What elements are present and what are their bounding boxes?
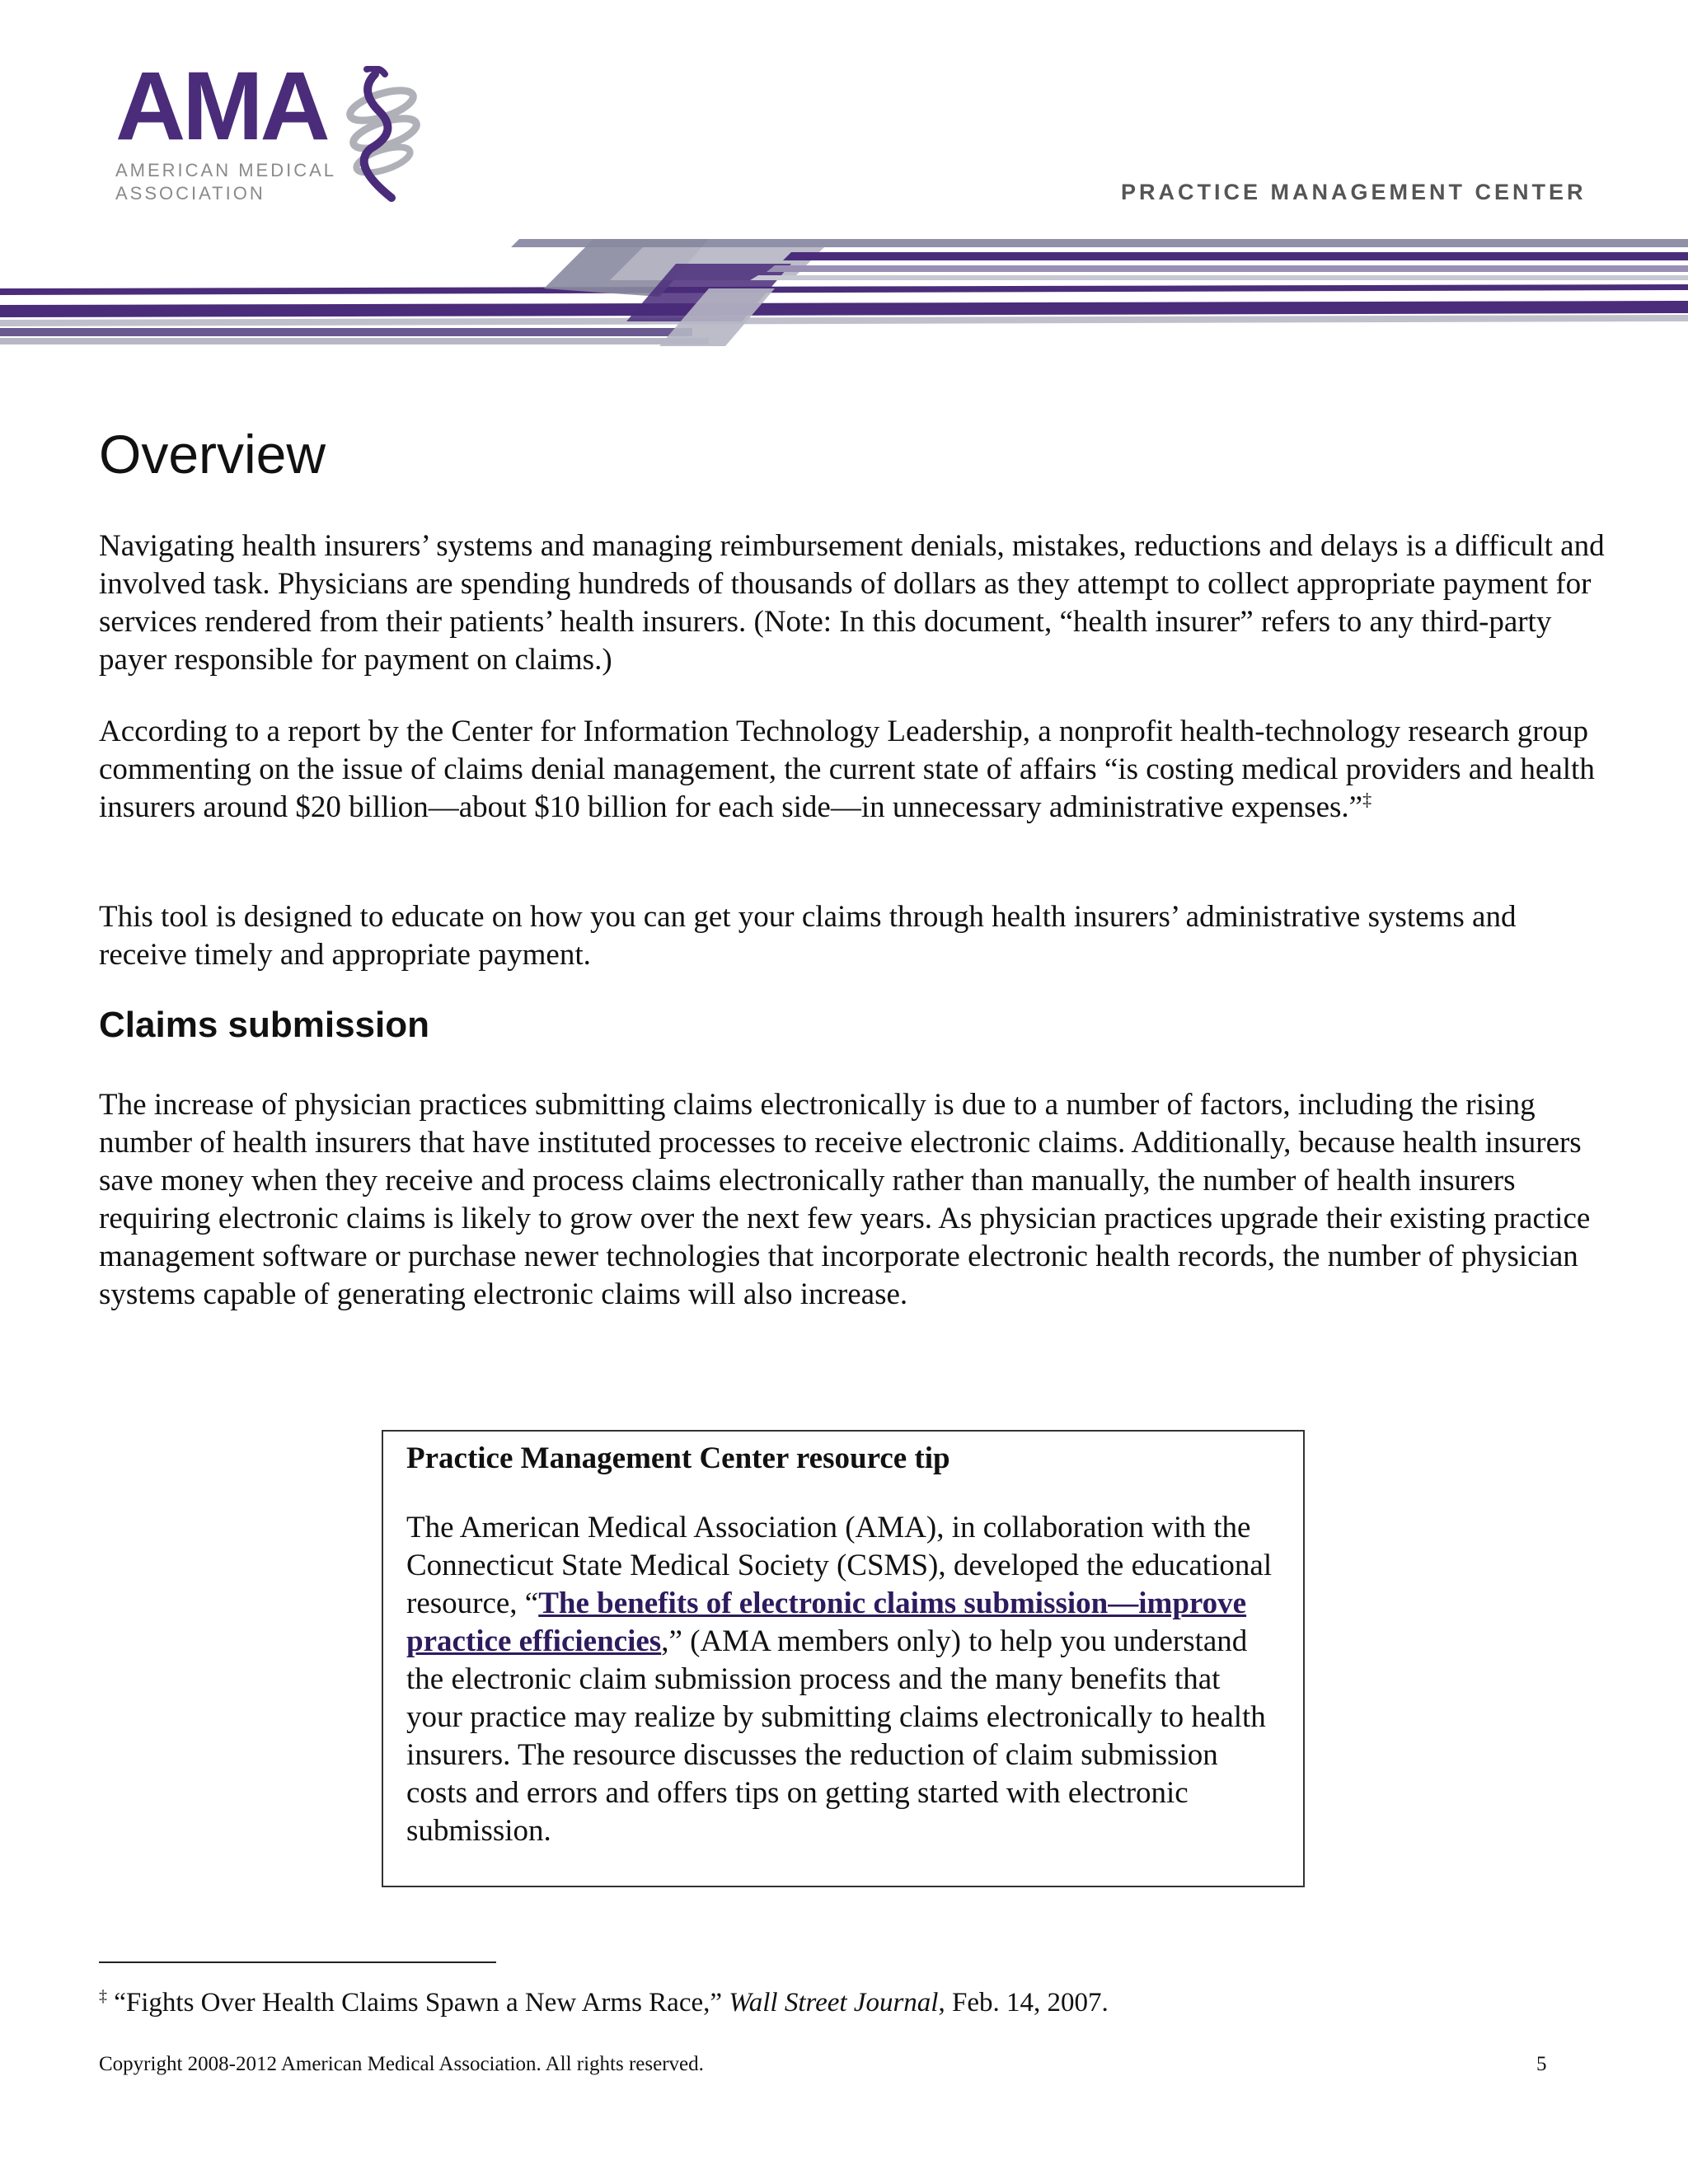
page-header: [0, 0, 1688, 371]
claims-submission-heading: Claims submission: [99, 1005, 430, 1045]
benefits-electronic-claims-link[interactable]: The benefits of electronic claims submission—improve practice efficiencies: [406, 1586, 1247, 1658]
footnote-source: Wall Street Journal: [729, 1988, 939, 2018]
ama-logo-subtitle: [115, 159, 336, 205]
footnote-text-before: “Fights Over Health Claims Spawn a New Arms Race,”: [107, 1988, 729, 2018]
copyright-notice: Copyright 2008-2012 American Medical Association. All rights reserved.: [99, 2053, 704, 2075]
resource-tip-box: [382, 1430, 1305, 1887]
resource-tip-text-after: ,” (AMA members only) to help you understand the electronic claim submission process and the many benefits that your practice may realize by submitting claims electronically to health insurers. The resource discusses the reduction of claim submission costs and errors and offers tips on getting started with electronic submission.: [406, 1624, 1266, 1848]
page-number: 5: [1536, 2053, 1547, 2075]
footnote: [99, 1985, 1109, 2021]
resource-tip-text-before: The American Medical Association (AMA), in collaboration with the Connecticut State Medical Society (CSMS), developed the educational resource, “: [406, 1511, 1273, 1620]
overview-heading: Overview: [99, 424, 326, 485]
caduceus-logo-icon: [342, 66, 424, 206]
logo-sub-line-1: AMERICAN MEDICAL: [115, 160, 337, 180]
header-decorative-bands: [0, 239, 1688, 354]
overview-paragraph-2-text: According to a report by the Center for Information Technology Leadership, a nonprofit health-technology research group commenting on the issue of claims denial management, the current state of affairs “is costing medical providers and health insurers around $20 billion—about $10 billion for each side—in unnecessary administrative expenses.”: [99, 715, 1595, 824]
claims-paragraph-1: The increase of physician practices submitting claims electronically is due to a number of factors, including the rising number of health insurers that have instituted processes to receive electronic claims. Additionally, because health insurers save money when they receive and process claims electronically rather than manually, the number of health insurers requiring electronic claims is likely to grow over the next few years. As physician practices upgrade their existing practice management software or purchase newer technologies that incorporate electronic health records, the number of physician systems capable of generating electronic claims will also increase.: [99, 1088, 1591, 1311]
overview-paragraph-1: Navigating health insurers’ systems and managing reimbursement denials, mistakes, reductions and delays is a difficult and involved task. Physicians are spending hundreds of thousands of dollars as they attempt to collect appropriate payment for services rendered from their patients’ health insurers. (Note: In this document, “health insurer” refers to any third-party payer responsible for payment on claims.): [99, 529, 1605, 677]
footnote-reference-mark: ‡: [1362, 789, 1372, 810]
footnote-mark: ‡: [99, 1987, 107, 2005]
logo-sub-line-2: ASSOCIATION: [115, 183, 265, 204]
practice-management-center-label: PRACTICE MANAGEMENT CENTER: [1121, 180, 1587, 204]
resource-tip-text: [406, 1509, 1280, 1850]
overview-paragraph-2: [99, 713, 1607, 827]
ama-logo: AMA: [115, 52, 327, 161]
resource-tip-title: Practice Management Center resource tip: [406, 1441, 950, 1475]
footnote-divider: [99, 1961, 496, 1963]
footnote-text-after: , Feb. 14, 2007.: [938, 1988, 1109, 2018]
overview-paragraph-3: This tool is designed to educate on how you can get your claims through health insurers’ administrative systems and receive timely and appropriate payment.: [99, 900, 1517, 972]
